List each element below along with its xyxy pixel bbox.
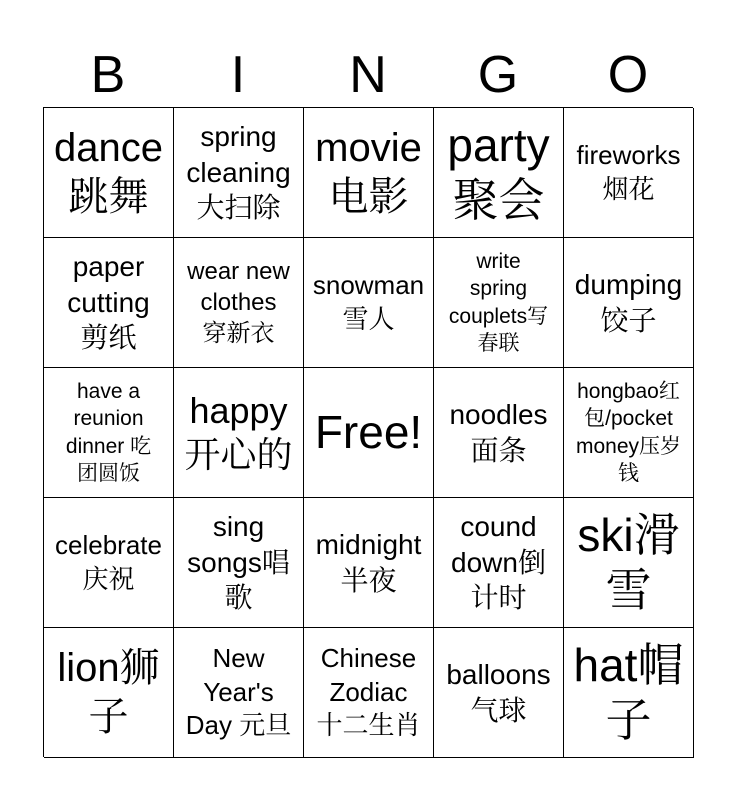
bingo-cell-dumping[interactable] [564,238,694,368]
cell-text: ski滑 雪 [577,509,680,616]
bingo-cell-noodles[interactable] [434,368,564,498]
cell-text: snowman 雪人 [312,269,425,334]
cell-text: Chinese Zodiac 十二生肖 [316,642,421,741]
bingo-cell-sing-songs[interactable] [174,498,304,628]
bingo-cell-fireworks[interactable] [564,108,694,238]
cell-text: write spring couplets写 春联 [448,249,549,355]
cell-text: celebrate 庆祝 [55,529,162,594]
bingo-grid [43,107,693,757]
bingo-cell-movie[interactable] [304,108,434,238]
bingo-cell-snowman[interactable] [304,238,434,368]
bingo-cell-lion[interactable] [44,628,174,758]
cell-text: wear new clothes 穿新衣 [187,257,290,348]
cell-text: dumping 饺子 [574,268,683,336]
bingo-cell-spring-cleaning[interactable] [174,108,304,238]
bingo-cell-celebrate[interactable] [44,498,174,628]
bingo-cell-ski[interactable] [564,498,694,628]
cell-text: have a reunion dinner 吃 团圆饭 [65,379,152,485]
cell-text: happy 开心的 [184,390,293,475]
bingo-cell-wear-new-clothes[interactable] [174,238,304,368]
header-letter-n: N [349,46,387,104]
bingo-cell-hat[interactable] [564,628,694,758]
header-letter-o: O [607,46,649,104]
cell-text: lion狮 子 [57,645,160,739]
bingo-cell-party[interactable] [434,108,564,238]
bingo-cell-write-spring-couplets[interactable] [434,238,564,368]
cell-text: party 聚会 [447,119,550,226]
header-letter-b: B [90,46,126,104]
cell-text: movie 电影 [315,125,422,219]
bingo-cell-balloons[interactable] [434,628,564,758]
bingo-header [43,44,693,106]
header-letter-i: I [230,46,246,104]
cell-text: sing songs唱 歌 [187,510,290,614]
cell-text: Free! [314,406,423,459]
cell-text: noodles 面条 [449,398,548,466]
bingo-cell-chinese-zodiac[interactable] [304,628,434,758]
header-letter-g: G [477,46,519,104]
bingo-cell-paper-cutting[interactable] [44,238,174,368]
bingo-cell-midnight[interactable] [304,498,434,628]
bingo-cell-count-down[interactable] [434,498,564,628]
bingo-cell-happy[interactable] [174,368,304,498]
cell-text: paper cutting 剪纸 [67,250,150,354]
cell-text: hongbao红 包/pocket money压岁 钱 [575,379,682,485]
cell-text: midnight 半夜 [315,528,422,596]
cell-text: fireworks 烟花 [576,139,681,204]
cell-text: New Year's Day 元旦 [185,642,292,741]
bingo-cell-new-years-day[interactable] [174,628,304,758]
bingo-cell-free[interactable] [304,368,434,498]
cell-text: balloons 气球 [446,658,551,726]
cell-text: hat帽 子 [573,639,684,746]
bingo-cell-dance[interactable] [44,108,174,238]
cell-text: dance 跳舞 [54,125,163,219]
cell-text: spring cleaning 大扫除 [186,120,291,224]
bingo-cell-hongbao[interactable] [564,368,694,498]
cell-text: cound down倒 计时 [451,510,546,614]
bingo-cell-reunion-dinner[interactable] [44,368,174,498]
